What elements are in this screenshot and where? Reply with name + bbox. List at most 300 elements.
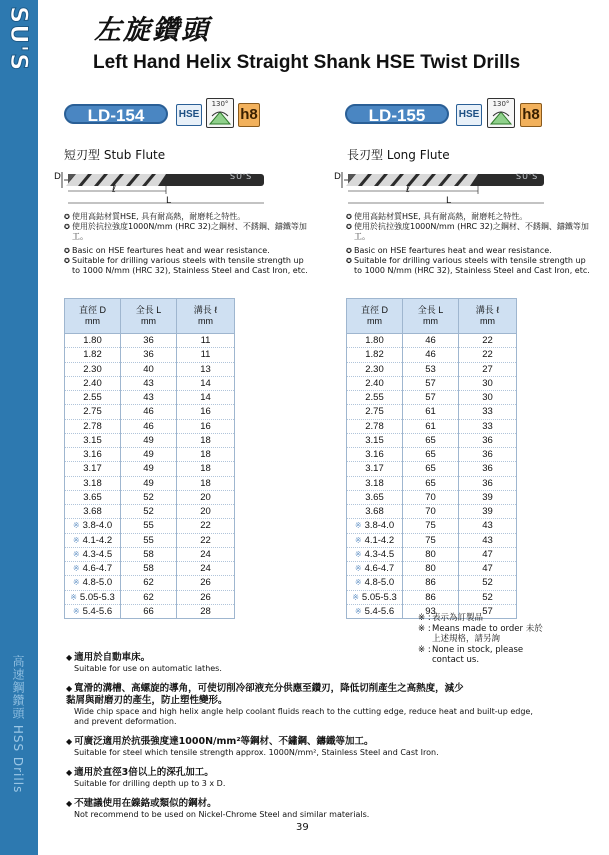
flute-length-cell <box>177 462 235 476</box>
made-to-order-icon: ※ <box>354 549 362 559</box>
flute-length-cell <box>177 604 235 618</box>
product-code-pill: LD-154 <box>64 104 168 124</box>
overall-length-cell-value: 43 <box>143 377 154 389</box>
point-angle-label: 130° <box>492 100 510 108</box>
diameter-cell-value: 4.6-4.7 <box>82 563 113 575</box>
diameter-cell-value: 2.30 <box>365 363 384 375</box>
flute-length-cell <box>177 547 235 561</box>
flute-length-cell-value: 47 <box>482 548 493 560</box>
overall-length-cell-value: 75 <box>425 534 436 546</box>
flute-length-cell-value: 43 <box>482 534 493 546</box>
flute-length-cell <box>459 334 517 348</box>
overall-length-cell-value: 58 <box>143 563 154 575</box>
diameter-cell-value: 3.16 <box>83 449 102 461</box>
flute-length-cell-value: 30 <box>482 377 493 389</box>
table-row <box>65 462 235 476</box>
feature-text: Suitable for drilling various steels with tensile strength up to 1000 N/mm (HRC 32), Stainless Steel and Cast Iron, etc. <box>354 256 590 275</box>
flute-length-cell-value: 39 <box>482 506 493 518</box>
application-cn: 不建議使用在鎳鉻或類似的鋼材。 <box>74 798 217 809</box>
overall-length-cell <box>121 533 177 547</box>
diameter-cell <box>65 533 121 547</box>
made-to-order-icon: ※ <box>72 564 80 574</box>
overall-length-cell-value: 57 <box>425 377 436 389</box>
made-to-order-icon: ※ <box>70 592 77 602</box>
diameter-cell <box>65 433 121 447</box>
overall-length-cell <box>121 362 177 376</box>
made-to-order-icon: ※ <box>352 592 359 602</box>
overall-length-cell-value: 65 <box>425 434 436 446</box>
application-en: Suitable for use on automatic lathes. <box>74 664 222 673</box>
feature-cn-2: ✪ 使用於抗拉強度1000N/mm (HRC 32)之鋼材、不銹鋼、鑄鐵等加工。 <box>64 222 312 242</box>
note-symbol: ※ : <box>418 613 431 623</box>
overall-length-cell-value: 53 <box>425 363 436 375</box>
diameter-cell <box>347 604 403 618</box>
flute-length-cell <box>459 590 517 604</box>
table-row <box>65 533 235 547</box>
overall-length-cell <box>121 376 177 390</box>
diameter-cell <box>347 362 403 376</box>
flute-length-cell <box>459 448 517 462</box>
point-angle-badge <box>487 98 515 128</box>
made-to-order-icon: ※ <box>72 549 80 559</box>
flute-type-cn: 短刃型 <box>64 148 101 162</box>
diameter-cell <box>347 476 403 490</box>
diameter-cell <box>347 576 403 590</box>
flute-length-cell-value: 52 <box>482 577 493 589</box>
diameter-cell-value: 3.68 <box>83 506 102 518</box>
tolerance-badge: h8 <box>238 103 260 127</box>
table-row <box>347 433 517 447</box>
column-header-flute-length: 溝長 ℓ mm <box>459 299 517 334</box>
feature-en-1: ✪ Basic on HSE feartures heat and wear resistance. <box>64 246 312 256</box>
table-row <box>65 490 235 504</box>
flute-length-cell-value: 33 <box>482 406 493 418</box>
overall-length-symbol: L <box>166 196 172 206</box>
overall-length-cell <box>121 448 177 462</box>
diameter-cell <box>347 490 403 504</box>
overall-length-cell-value: 52 <box>143 506 154 518</box>
table-row <box>347 462 517 476</box>
application-cn: 寬滑的溝槽、高螺旋的導角，可使切削冷卻液充分供應至鑽刃，降低切削產生之高熱度，減少黏屑與耐磨刃的產生，防止塑性變形。 <box>66 683 464 706</box>
flute-length-cell-value: 16 <box>200 420 211 432</box>
diameter-cell <box>65 519 121 533</box>
flute-length-cell-value: 30 <box>482 392 493 404</box>
overall-length-cell-value: 58 <box>143 548 154 560</box>
application-cn: 可廣泛適用於抗張強度達1000N/mm²等鋼材、不鏽鋼、鑄鐵等加工。 <box>74 736 374 747</box>
overall-length-cell <box>121 519 177 533</box>
table-row <box>347 334 517 348</box>
column-header-diameter: 直徑 D mm <box>65 299 121 334</box>
features-block <box>346 212 594 276</box>
feature-en-1: ✪ Basic on HSE feartures heat and wear resistance. <box>346 246 594 256</box>
table-row <box>347 590 517 604</box>
drill-illustration <box>334 166 544 208</box>
flute-length-cell <box>177 519 235 533</box>
note-text: Means made to order 未於上述規格，請另詢 <box>432 623 543 644</box>
overall-length-cell <box>403 547 459 561</box>
flute-length-cell <box>177 533 235 547</box>
overall-length-cell <box>403 562 459 576</box>
flute-length-cell <box>177 448 235 462</box>
overall-length-cell-value: 46 <box>143 420 154 432</box>
table-row <box>65 562 235 576</box>
page-number: 39 <box>296 822 309 833</box>
diameter-cell <box>65 334 121 348</box>
overall-length-cell <box>403 419 459 433</box>
diameter-cell <box>65 576 121 590</box>
overall-length-cell <box>403 448 459 462</box>
diameter-cell <box>65 490 121 504</box>
made-to-order-icon: ※ <box>354 606 362 616</box>
diameter-cell <box>347 533 403 547</box>
flute-length-cell-value: 36 <box>482 449 493 461</box>
note-row <box>418 624 550 645</box>
diameter-cell <box>347 348 403 362</box>
diameter-cell-value: 4.8-5.0 <box>364 577 395 589</box>
overall-length-cell-value: 55 <box>143 534 154 546</box>
diameter-cell-value: 5.05-5.3 <box>361 591 397 603</box>
material-badge: HSE <box>456 104 482 126</box>
overall-length-cell <box>121 348 177 362</box>
note-row <box>418 613 550 624</box>
table-row <box>347 448 517 462</box>
application-item: ◆ 寬滑的溝槽、高螺旋的導角，可使切削冷卻液充分供應至鑽刃，降低切削產生之高熱度，減少黏屑與耐磨刃的產生，防止塑性變形。 Wide chip space and high helix angle help coolant fluids reach to the cutting edge, reduce heat and built-up edge, and prevent deformation. <box>66 683 466 727</box>
table-row <box>347 348 517 362</box>
sidebar <box>0 0 38 855</box>
overall-length-cell-value: 46 <box>425 335 436 347</box>
flute-length-cell-value: 28 <box>200 605 211 617</box>
diameter-cell-value: 1.82 <box>365 349 384 361</box>
flute-type-cn: 長刃型 <box>347 148 384 162</box>
flute-length-cell <box>459 376 517 390</box>
application-cn: 適用於直徑3倍以上的深孔加工。 <box>74 767 214 778</box>
diameter-symbol: D <box>54 172 61 182</box>
overall-length-cell <box>403 391 459 405</box>
diameter-cell <box>65 505 121 519</box>
diameter-cell <box>347 462 403 476</box>
overall-length-cell-value: 93 <box>425 605 436 617</box>
flute-length-cell <box>177 419 235 433</box>
table-row <box>65 419 235 433</box>
table-row <box>65 448 235 462</box>
flute-length-cell-value: 11 <box>200 335 211 347</box>
diameter-cell <box>347 590 403 604</box>
table-row <box>65 405 235 419</box>
flute-length-cell-value: 20 <box>200 491 211 503</box>
table-row <box>65 376 235 390</box>
feature-en-2: ✪ Suitable for drilling various steels with tensile strength up to 1000 N/mm (HRC 32), Stainless Steel and Cast Iron, etc. <box>346 256 594 276</box>
flute-length-cell <box>459 348 517 362</box>
product-code-pill: LD-155 <box>345 104 449 124</box>
diameter-cell-value: 3.8-4.0 <box>82 520 113 532</box>
flute-type-label <box>64 146 165 163</box>
diameter-cell <box>65 590 121 604</box>
overall-length-cell-value: 70 <box>425 491 436 503</box>
flute-length-cell <box>459 476 517 490</box>
drill-point-icon <box>489 107 513 127</box>
diameter-cell <box>65 362 121 376</box>
diameter-cell-value: 2.78 <box>83 420 102 432</box>
diameter-cell-value: 3.65 <box>83 491 102 503</box>
flute-length-cell-value: 36 <box>482 477 493 489</box>
table-row <box>65 433 235 447</box>
flute-length-cell-value: 43 <box>482 520 493 532</box>
made-to-order-icon: ※ <box>72 578 80 588</box>
application-item: ◆ 不建議使用在鎳鉻或類似的鋼材。 Not recommend to be used on Nickel-Chrome Steel and similar materials. <box>66 798 576 820</box>
overall-length-cell-value: 61 <box>425 406 436 418</box>
diameter-cell <box>347 433 403 447</box>
diameter-cell <box>347 562 403 576</box>
table-row <box>347 419 517 433</box>
flute-length-cell-value: 14 <box>200 392 211 404</box>
column-header-flute-length: 溝長 ℓ mm <box>177 299 235 334</box>
diameter-cell <box>347 419 403 433</box>
made-to-order-icon: ※ <box>354 521 362 531</box>
flute-length-cell <box>459 419 517 433</box>
flute-length-cell-value: 22 <box>200 520 211 532</box>
diameter-cell <box>65 476 121 490</box>
diameter-cell-value: 3.18 <box>365 477 384 489</box>
overall-length-cell <box>403 362 459 376</box>
table-row <box>347 476 517 490</box>
flute-length-cell-value: 24 <box>200 548 211 560</box>
table-row <box>347 519 517 533</box>
overall-length-cell <box>121 433 177 447</box>
flute-length-cell <box>459 533 517 547</box>
table-row <box>65 334 235 348</box>
diameter-cell <box>65 604 121 618</box>
overall-length-cell <box>121 334 177 348</box>
feature-text: 使用於抗拉強度1000N/mm (HRC 32)之鋼材、不銹鋼、鑄鐵等加工。 <box>354 222 589 241</box>
overall-length-cell <box>403 462 459 476</box>
diameter-cell <box>347 505 403 519</box>
flute-length-cell <box>177 348 235 362</box>
spec-table <box>64 298 235 619</box>
overall-length-cell <box>121 405 177 419</box>
flute-length-cell-value: 36 <box>482 463 493 475</box>
diameter-cell-value: 3.15 <box>83 434 102 446</box>
table-row <box>65 348 235 362</box>
overall-length-cell-value: 55 <box>143 520 154 532</box>
application-cn: 適用於自動車床。 <box>74 652 151 663</box>
overall-length-cell <box>403 590 459 604</box>
flute-length-cell-value: 18 <box>200 434 211 446</box>
feature-cn-2: ✪ 使用於抗拉強度1000N/mm (HRC 32)之鋼材、不銹鋼、鑄鐵等加工。 <box>346 222 594 242</box>
flute-length-cell-value: 16 <box>200 406 211 418</box>
diameter-cell <box>347 376 403 390</box>
made-to-order-icon: ※ <box>72 521 80 531</box>
table-row <box>347 490 517 504</box>
diameter-cell-value: 4.3-4.5 <box>364 548 395 560</box>
flute-length-cell-value: 36 <box>482 434 493 446</box>
diameter-cell <box>65 462 121 476</box>
diameter-cell <box>347 519 403 533</box>
flute-length-cell-value: 24 <box>200 563 211 575</box>
flute-type-en: Long Flute <box>386 148 450 162</box>
flute-length-cell-value: 52 <box>482 591 493 603</box>
diameter-cell-value: 5.4-5.6 <box>364 605 395 617</box>
table-row <box>65 519 235 533</box>
diameter-cell <box>347 405 403 419</box>
flute-length-cell-value: 22 <box>482 335 493 347</box>
table-body <box>347 334 517 619</box>
overall-length-cell <box>403 376 459 390</box>
diameter-cell-value: 1.80 <box>365 335 384 347</box>
flute-length-symbol: ℓ <box>406 184 411 195</box>
sidebar-caption: 高速鋼鑽頭 HSS Drills <box>11 655 25 794</box>
flute-length-cell-value: 18 <box>200 463 211 475</box>
overall-length-cell <box>121 576 177 590</box>
overall-length-cell-value: 70 <box>425 506 436 518</box>
table-row <box>347 547 517 561</box>
flute-length-cell-value: 39 <box>482 491 493 503</box>
feature-text: Basic on HSE feartures heat and wear resistance. <box>354 246 552 255</box>
tolerance-badge: h8 <box>520 103 542 127</box>
flute-length-cell <box>177 362 235 376</box>
diameter-cell-value: 2.75 <box>365 406 384 418</box>
diameter-cell-value: 3.17 <box>365 463 384 475</box>
flute-length-cell-value: 57 <box>482 605 493 617</box>
spec-table <box>346 298 517 619</box>
table-row <box>347 562 517 576</box>
flute-length-cell <box>459 362 517 376</box>
flute-length-cell <box>177 590 235 604</box>
flute-length-cell-value: 14 <box>200 377 211 389</box>
overall-length-cell-value: 43 <box>143 392 154 404</box>
made-to-order-icon: ※ <box>354 564 362 574</box>
flute-length-cell <box>459 391 517 405</box>
diameter-cell <box>65 405 121 419</box>
table-row <box>65 576 235 590</box>
flute-length-cell-value: 47 <box>482 563 493 575</box>
diameter-cell-value: 2.78 <box>365 420 384 432</box>
drill-point-icon <box>208 107 232 127</box>
feature-cn-1: ✪ 使用高鈷材質HSE, 具有耐高熱，耐磨耗之特性。 <box>346 212 594 222</box>
diameter-cell-value: 5.4-5.6 <box>82 605 113 617</box>
table-row <box>347 533 517 547</box>
overall-length-cell-value: 65 <box>425 449 436 461</box>
overall-length-cell <box>121 590 177 604</box>
overall-length-cell <box>121 604 177 618</box>
table-row <box>347 405 517 419</box>
flute-length-cell <box>177 376 235 390</box>
table-row <box>347 376 517 390</box>
overall-length-cell <box>121 547 177 561</box>
table-row <box>65 391 235 405</box>
table-row <box>65 604 235 618</box>
diameter-cell <box>65 348 121 362</box>
flute-length-cell <box>459 562 517 576</box>
flute-length-cell-value: 13 <box>200 363 211 375</box>
table-body <box>65 334 235 619</box>
overall-length-cell-value: 36 <box>143 335 154 347</box>
made-to-order-icon: ※ <box>72 606 80 616</box>
note-text: None in stock, please contact us. <box>432 644 524 665</box>
overall-length-cell <box>403 519 459 533</box>
column-header-diameter: 直徑 D mm <box>347 299 403 334</box>
flute-type-label <box>347 146 450 163</box>
table-row <box>65 476 235 490</box>
flute-length-cell-value: 18 <box>200 449 211 461</box>
feature-text: 使用於抗拉強度1000N/mm (HRC 32)之鋼材、不銹鋼、鑄鐵等加工。 <box>72 222 307 241</box>
flute-length-cell-value: 20 <box>200 506 211 518</box>
overall-length-cell <box>403 533 459 547</box>
point-angle-label: 130° <box>211 100 229 108</box>
flute-length-cell <box>459 505 517 519</box>
diameter-cell-value: 4.8-5.0 <box>82 577 113 589</box>
table-row <box>65 505 235 519</box>
diameter-cell-value: 3.68 <box>365 506 384 518</box>
diameter-cell-value: 3.18 <box>83 477 102 489</box>
overall-length-cell <box>403 433 459 447</box>
table-row <box>347 505 517 519</box>
overall-length-cell <box>121 562 177 576</box>
diameter-cell-value: 2.55 <box>83 392 102 404</box>
made-to-order-icon: ※ <box>354 578 362 588</box>
note-symbol: ※ : <box>418 623 431 634</box>
overall-length-cell-value: 66 <box>143 605 154 617</box>
diameter-cell-value: 2.40 <box>83 377 102 389</box>
features-block <box>64 212 312 276</box>
overall-length-symbol: L <box>446 196 452 206</box>
overall-length-cell <box>121 391 177 405</box>
flute-length-cell <box>177 562 235 576</box>
application-en: Suitable for drilling depth up to 3 x D. <box>74 779 226 788</box>
diameter-cell <box>65 376 121 390</box>
flute-length-cell <box>177 405 235 419</box>
made-to-order-icon: ※ <box>354 535 362 545</box>
material-badge: HSE <box>176 104 202 126</box>
drill-diagram <box>54 166 264 208</box>
flute-length-cell <box>177 490 235 504</box>
diameter-cell <box>347 391 403 405</box>
application-en: Suitable for steel which tensile strength approx. 1000N/mm², Stainless Steel and Cast Iron. <box>74 748 439 757</box>
application-notes <box>66 652 576 829</box>
diameter-cell <box>65 419 121 433</box>
application-en: Not recommend to be used on Nickel-Chrome Steel and similar materials. <box>74 810 370 819</box>
diameter-cell-value: 3.8-4.0 <box>364 520 395 532</box>
diameter-cell <box>65 448 121 462</box>
diameter-cell-value: 2.30 <box>83 363 102 375</box>
diameter-symbol: D <box>334 172 341 182</box>
page-title-cn: 左旋鑽頭 <box>94 15 210 46</box>
flute-length-cell <box>459 490 517 504</box>
application-item: ◆ 適用於自動車床。 Suitable for use on automatic lathes. <box>66 652 576 674</box>
flute-length-cell-value: 22 <box>482 349 493 361</box>
application-item: ◆ 適用於直徑3倍以上的深孔加工。 Suitable for drilling depth up to 3 x D. <box>66 767 576 789</box>
column-header-overall-length: 全長 L mm <box>403 299 459 334</box>
overall-length-cell <box>403 476 459 490</box>
overall-length-cell <box>121 419 177 433</box>
overall-length-cell <box>403 405 459 419</box>
diameter-cell-value: 2.40 <box>365 377 384 389</box>
flute-length-cell <box>459 433 517 447</box>
feature-text: 使用高鈷材質HSE, 具有耐高熱，耐磨耗之特性。 <box>72 212 246 221</box>
diameter-cell-value: 2.75 <box>83 406 102 418</box>
feature-text: 使用高鈷材質HSE, 具有耐高熱，耐磨耗之特性。 <box>354 212 528 221</box>
overall-length-cell-value: 52 <box>143 491 154 503</box>
overall-length-cell <box>403 490 459 504</box>
flute-length-cell <box>459 405 517 419</box>
overall-length-cell <box>121 462 177 476</box>
diameter-cell-value: 1.80 <box>83 335 102 347</box>
column-header-overall-length: 全長 L mm <box>121 299 177 334</box>
brand-text: SU'S <box>5 6 33 72</box>
drill-brand-mark: SU'S <box>516 172 539 181</box>
overall-length-cell-value: 65 <box>425 463 436 475</box>
overall-length-cell <box>403 505 459 519</box>
overall-length-cell-value: 49 <box>143 463 154 475</box>
